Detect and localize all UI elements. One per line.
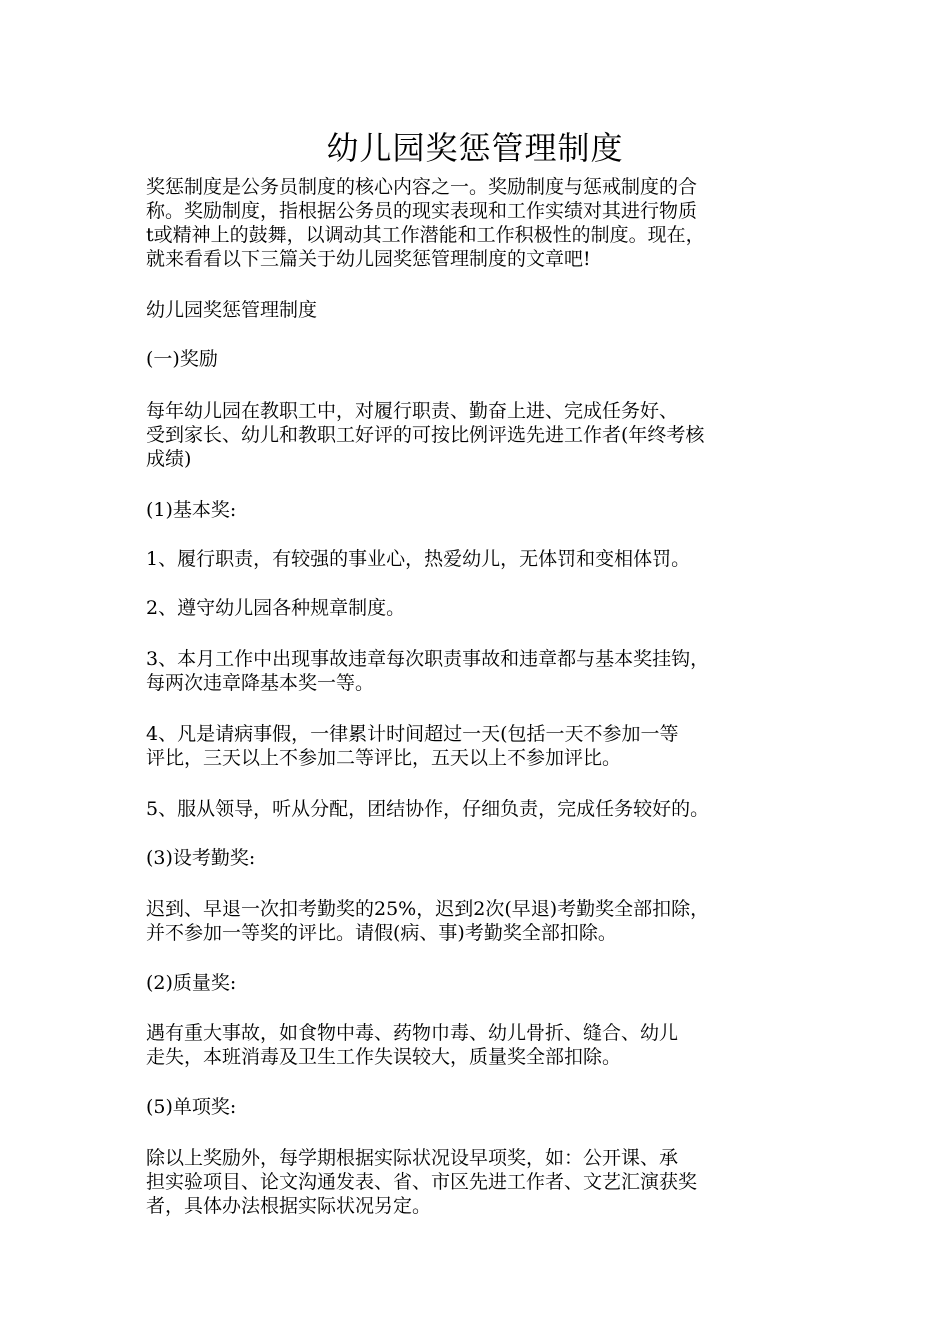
body-paragraph bbox=[146, 1146, 826, 1218]
list-item bbox=[146, 596, 826, 620]
paragraph-line: 并不参加一等奖的评比。请假(病、事)考勤奖全部扣除。 bbox=[146, 922, 617, 944]
paragraph-line: 遇有重大事故，如食物中毒、药物巾毒、幼儿骨折、缝合、幼儿 bbox=[146, 1022, 679, 1044]
document-title: 幼儿园奖惩管理制度 bbox=[326, 129, 624, 167]
body-paragraph bbox=[146, 897, 826, 945]
list-item bbox=[146, 722, 826, 770]
paragraph-line: 每年幼儿园在教职工中，对履行职责、勤奋上进、完成任务好、 bbox=[146, 400, 679, 422]
paragraph-line: 3、本月工作中出现事故违章每次职责事故和违章都与基本奖挂钩， bbox=[146, 648, 710, 670]
paragraph-line: 4、凡是请病事假，一律累计时间超过一天(包括一天不参加一等 bbox=[146, 723, 679, 745]
paragraph-line: 2、遵守幼儿园各种规章制度。 bbox=[146, 597, 406, 619]
paragraph-line: (3)设考勤奖: bbox=[146, 847, 256, 869]
intro-line: 称。奖励制度，指根据公务员的现实表现和工作实绩对其进行物质 bbox=[146, 200, 698, 222]
intro-line: 奖惩制度是公务员制度的核心内容之一。奖励制度与惩戒制度的合 bbox=[146, 176, 698, 198]
list-item bbox=[146, 797, 826, 821]
list-item bbox=[146, 547, 826, 571]
paragraph-line: 担实验项目、论文沟通发表、省、市区先进工作者、文艺汇演获奖 bbox=[146, 1171, 698, 1193]
section-heading bbox=[146, 1095, 826, 1119]
paragraph-line: 成绩) bbox=[146, 448, 192, 470]
paragraph-line: (2)质量奖: bbox=[146, 972, 237, 994]
paragraph-line: 除以上奖励外，每学期根据实际状况设早项奖，如：公开课、承 bbox=[146, 1147, 679, 1169]
paragraph-line: (1)基本奖: bbox=[146, 499, 237, 521]
intro-line: 就来看看以下三篇关于幼儿园奖惩管理制度的文章吧! bbox=[146, 248, 591, 270]
paragraph-line: 1、履行职责，有较强的事业心，热爱幼儿，无体罚和变相体罚。 bbox=[146, 548, 691, 570]
section-heading bbox=[146, 846, 826, 870]
body-paragraph bbox=[146, 1021, 826, 1069]
paragraph-line: (5)单项奖: bbox=[146, 1096, 237, 1118]
paragraph-line: 评比，三天以上不参加二等评比，五天以上不参加评比。 bbox=[146, 747, 622, 769]
paragraph-line: 5、服从领导，听从分配，团结协作，仔细负责，完成任务较好的。 bbox=[146, 798, 710, 820]
intro-paragraph bbox=[146, 175, 826, 271]
paragraph-line: 每两次违章降基本奖一等。 bbox=[146, 672, 375, 694]
body-paragraph bbox=[146, 399, 826, 471]
paragraph-line: 幼儿园奖惩管理制度 bbox=[146, 299, 318, 321]
section-heading bbox=[146, 971, 826, 995]
intro-line: t或精神上的鼓舞，以调动其工作潜能和工作积极性的制度。现在， bbox=[146, 224, 705, 246]
paragraph-line: (一)奖励 bbox=[146, 348, 218, 370]
section-heading bbox=[146, 347, 826, 371]
section-heading bbox=[146, 498, 826, 522]
paragraph-line: 者，具体办法根据实际状况另定。 bbox=[146, 1195, 432, 1217]
paragraph-line: 迟到、早退一次扣考勤奖的25%，迟到2次(早退)考勤奖全部扣除， bbox=[146, 898, 710, 920]
paragraph-line: 受到家长、幼儿和教职工好评的可按比例评选先进工作者(年终考核 bbox=[146, 424, 705, 446]
section-heading bbox=[146, 298, 826, 322]
paragraph-line: 走失，本班消毒及卫生工作失误较大，质量奖全部扣除。 bbox=[146, 1046, 622, 1068]
list-item bbox=[146, 647, 826, 695]
